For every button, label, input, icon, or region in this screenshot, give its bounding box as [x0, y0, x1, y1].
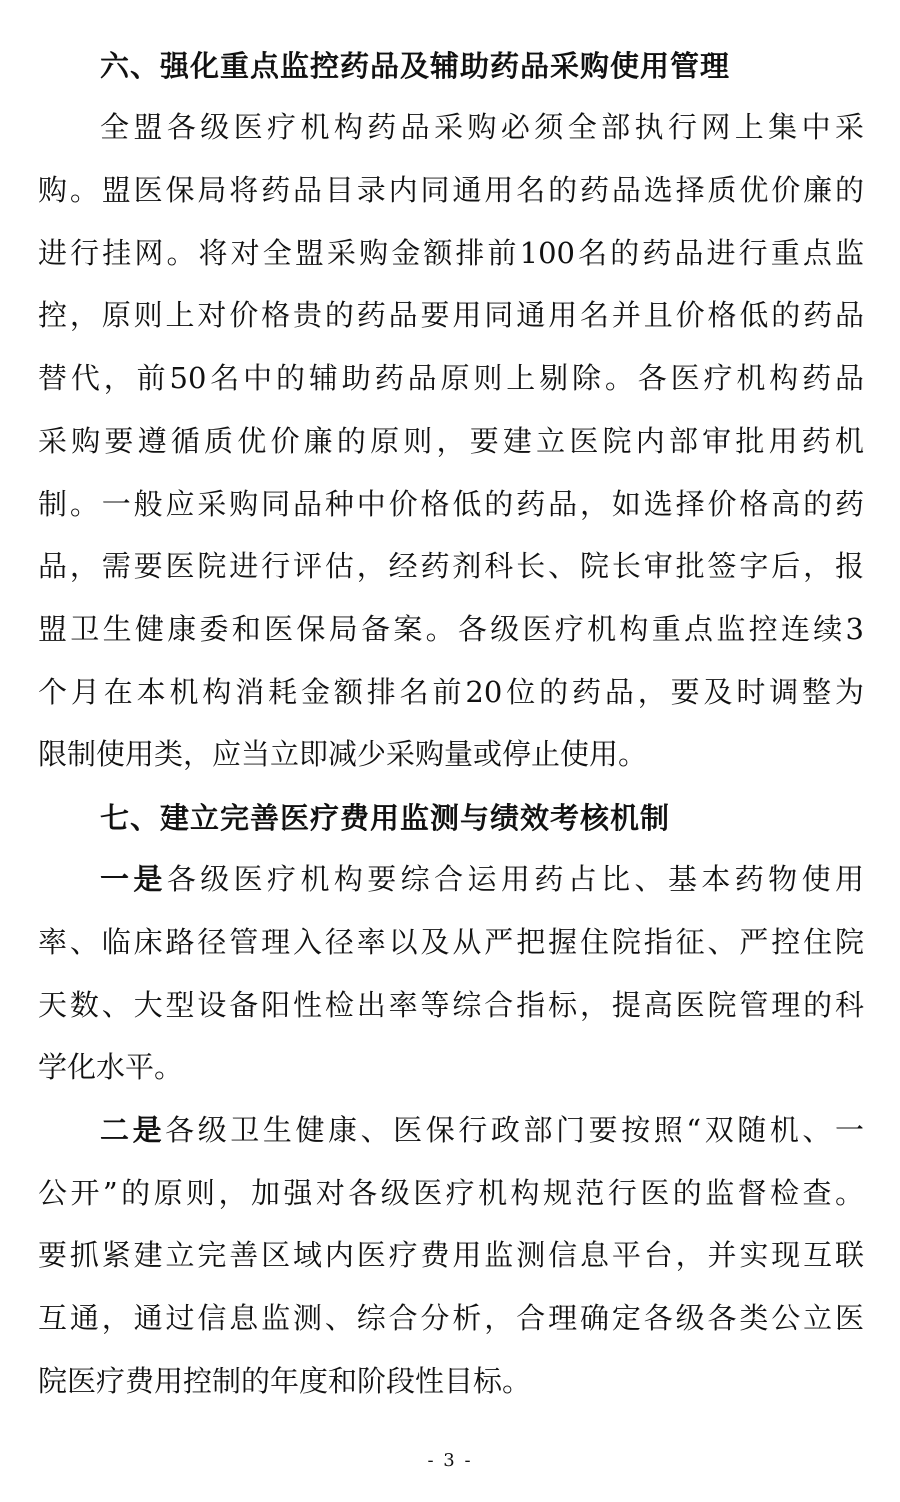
paragraph-line: 替代，前50名中的辅助药品原则上剔除。各医疗机构药品 [38, 361, 864, 395]
paragraph-line: 要抓紧建立完善区域内医疗费用监测信息平台，并实现互联 [38, 1238, 864, 1272]
paragraph-line: 天数、大型设备阳性检出率等综合指标，提高医院管理的科 [38, 988, 864, 1022]
paragraph-line: 采购要遵循质优价廉的原则，要建立医院内部审批用药机 [38, 424, 864, 458]
paragraph-line: 个月在本机构消耗金额排名前20位的药品，要及时调整为 [38, 675, 864, 709]
paragraph-line: 购。盟医保局将药品目录内同通用名的药品选择质优价廉的 [38, 173, 864, 207]
paragraph-line: 制。一般应采购同品种中价格低的药品，如选择价格高的药 [38, 487, 864, 521]
page-number: - 3 - [427, 1450, 473, 1471]
paragraph-line: 互通，通过信息监测、综合分析，合理确定各级各类公立医 [38, 1301, 864, 1335]
section-heading-6: 六、强化重点监控药品及辅助药品采购使用管理 [100, 49, 731, 83]
paragraph-line: 院医疗费用控制的年度和阶段性目标。 [38, 1364, 532, 1398]
paragraph-line: 盟卫生健康委和医保局备案。各级医疗机构重点监控连续3 [38, 612, 864, 646]
paragraph-line: 率、临床路径管理入径率以及从严把握住院指征、严控住院 [38, 925, 864, 959]
paragraph-text: 各级医疗机构要综合运用药占比、基本药物使用 [166, 862, 864, 896]
paragraph-line [100, 1112, 864, 1148]
paragraph-line: 控，原则上对价格贵的药品要用同通用名并且价格低的药品 [38, 298, 864, 332]
paragraph-line: 品，需要医院进行评估，经药剂科长、院长审批签字后，报 [38, 549, 864, 583]
section-heading-7: 七、建立完善医疗费用监测与绩效考核机制 [100, 801, 671, 835]
paragraph-line: 学化水平。 [38, 1050, 184, 1084]
paragraph-line: 全盟各级医疗机构药品采购必须全部执行网上集中采 [100, 110, 864, 144]
paragraph-line: 公开”的原则，加强对各级医疗机构规范行医的监督检查。 [38, 1176, 864, 1210]
paragraph-line [100, 861, 864, 897]
paragraph-lead: 二是 [100, 1113, 166, 1147]
paragraph-line: 限制使用类，应当立即减少采购量或停止使用。 [38, 737, 648, 771]
paragraph-lead: 一是 [100, 862, 167, 896]
paragraph-text: 各级卫生健康、医保行政部门要按照“双随机、一 [165, 1113, 864, 1147]
paragraph-line: 进行挂网。将对全盟采购金额排前100名的药品进行重点监 [38, 236, 864, 270]
